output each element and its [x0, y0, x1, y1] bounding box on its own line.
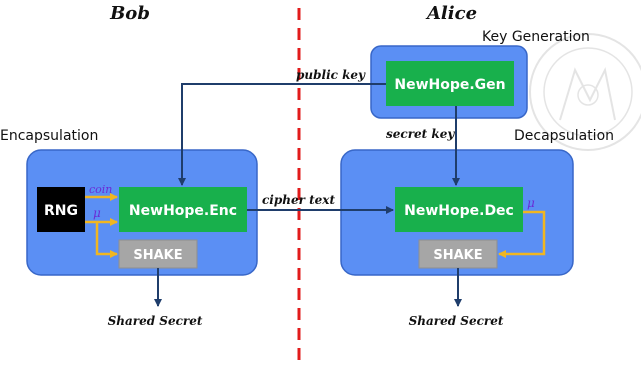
public-key-label: public key	[296, 68, 366, 82]
coin-label: coin	[89, 183, 113, 196]
newhope-enc-label: NewHope.Enc	[128, 203, 238, 219]
shake-dec-label: SHAKE	[433, 248, 483, 263]
party-title-alice: Alice	[426, 3, 478, 24]
rng-label: RNG	[44, 203, 78, 219]
decapsulation-title: Decapsulation	[514, 128, 615, 144]
shared-secret-right-label: Shared Secret	[408, 314, 504, 328]
newhope-dec-label: NewHope.Dec	[404, 203, 514, 219]
cipher-text-label: cipher text	[262, 193, 335, 207]
secret-key-label: secret key	[386, 127, 455, 141]
party-title-bob: Bob	[110, 3, 150, 24]
encapsulation-title: Encapsulation	[0, 128, 99, 144]
newhope-gen-label: NewHope.Gen	[394, 77, 506, 93]
mu-dec-label: μ	[527, 196, 535, 210]
shake-enc-label: SHAKE	[133, 248, 183, 263]
key-generation-title: Key Generation	[482, 29, 590, 45]
mu-enc-label: μ	[93, 206, 101, 220]
shared-secret-left-label: Shared Secret	[107, 314, 203, 328]
